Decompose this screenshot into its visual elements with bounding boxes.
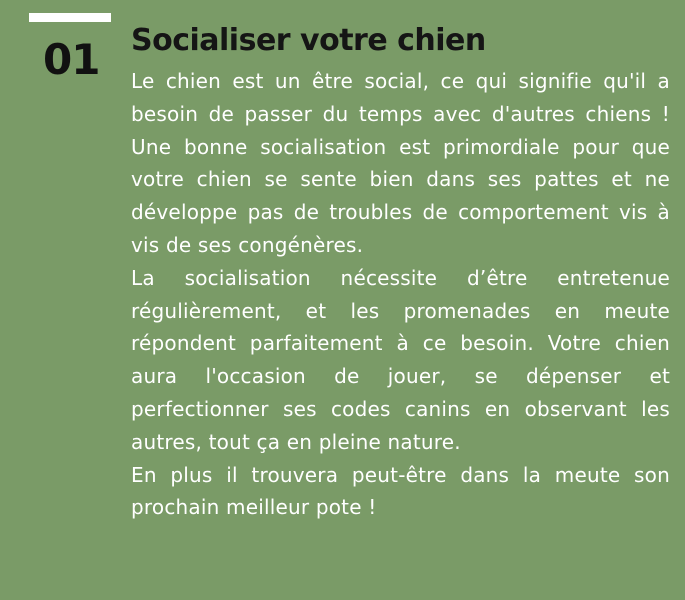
body-paragraph-1: Le chien est un être social, ce qui signifie qu'il a besoin de passer du temps avec d'autres chiens ! Une bonne socialisation est primordiale pour que votre chien se sente bien dans ses pattes et ne développe pas de troubles de comportement vis à vis de ses congénères.	[131, 69, 670, 257]
section-title: Socialiser votre chien	[131, 23, 486, 58]
accent-bar	[29, 13, 111, 22]
body-paragraph-2: La socialisation nécessite d’être entretenue régulièrement, et les promenades en meute répondent parfaitement à ce besoin. Votre chien aura l'occasion de jouer, se dépenser et perfectionner ses codes canins en observant les autres, tout ça en pleine nature.	[131, 265, 670, 454]
body-paragraph-3: En plus il trouvera peut-être dans la meute son prochain meilleur pote !	[131, 462, 670, 520]
section-number: 01	[43, 35, 100, 84]
section-body	[131, 65, 670, 524]
